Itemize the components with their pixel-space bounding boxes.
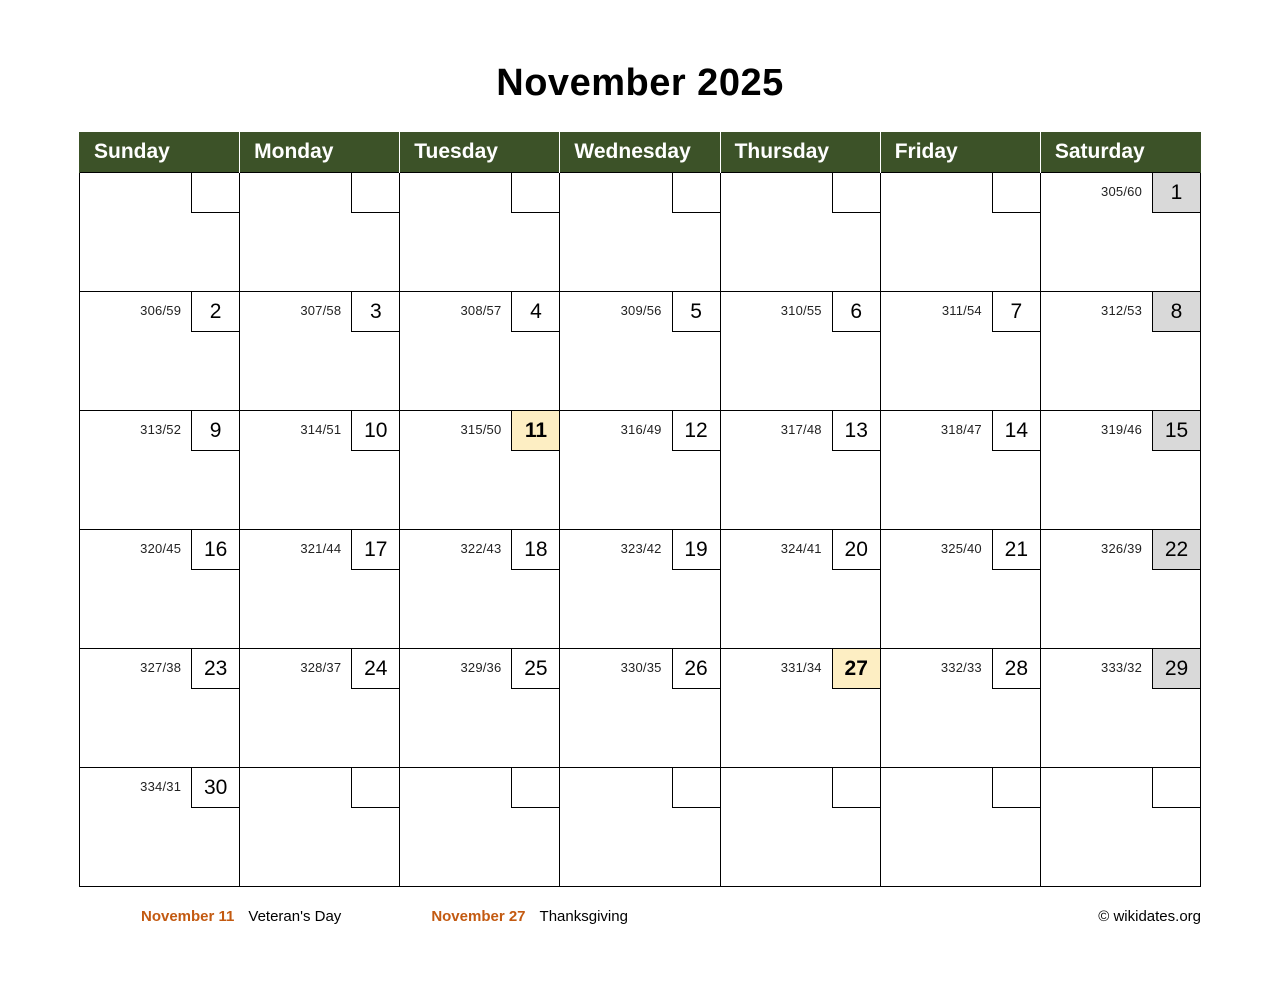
calendar-day-cell[interactable] bbox=[80, 768, 240, 887]
calendar-week-row bbox=[80, 768, 1201, 887]
day-cell-inner bbox=[721, 530, 880, 648]
weekday-header-thursday: Thursday bbox=[720, 133, 880, 173]
day-of-year-label: 324/41 bbox=[780, 541, 822, 556]
calendar-day-cell[interactable] bbox=[80, 292, 240, 411]
day-cell-inner bbox=[240, 411, 399, 529]
calendar-day-cell[interactable] bbox=[880, 530, 1040, 649]
site-credit[interactable]: © wikidates.org bbox=[1098, 908, 1201, 925]
calendar-body bbox=[80, 173, 1201, 887]
day-number: 9 bbox=[191, 411, 239, 451]
day-cell-inner bbox=[560, 411, 719, 529]
day-cell-inner bbox=[881, 530, 1040, 648]
calendar-day-cell[interactable] bbox=[400, 649, 560, 768]
day-of-year-label: 333/32 bbox=[1101, 660, 1142, 675]
holiday-date-1: November 11 bbox=[141, 908, 235, 925]
calendar-day-cell[interactable] bbox=[240, 530, 400, 649]
calendar-day-cell[interactable] bbox=[880, 411, 1040, 530]
calendar-day-cell[interactable] bbox=[880, 292, 1040, 411]
day-cell-inner bbox=[400, 411, 559, 529]
day-cell-inner bbox=[721, 173, 880, 291]
day-of-year-label: 334/31 bbox=[140, 779, 182, 794]
day-of-year-label: 321/44 bbox=[300, 541, 342, 556]
day-number: 29 bbox=[1152, 649, 1200, 689]
day-of-year-label: 305/60 bbox=[1101, 184, 1142, 199]
calendar-day-cell[interactable] bbox=[880, 649, 1040, 768]
holiday-name-2: Thanksgiving bbox=[539, 908, 628, 925]
calendar-empty-cell bbox=[240, 173, 400, 292]
day-number: 4 bbox=[511, 292, 559, 332]
calendar-header-row bbox=[80, 133, 1201, 173]
day-number: 30 bbox=[191, 768, 239, 808]
calendar-day-cell[interactable] bbox=[720, 292, 880, 411]
calendar-empty-cell bbox=[720, 768, 880, 887]
calendar-day-cell[interactable] bbox=[560, 411, 720, 530]
day-of-year-label: 317/48 bbox=[780, 422, 822, 437]
day-cell-inner bbox=[400, 173, 559, 291]
day-of-year-label: 316/49 bbox=[620, 422, 662, 437]
day-of-year-label: 307/58 bbox=[300, 303, 342, 318]
day-number: 13 bbox=[832, 411, 880, 451]
day-number-placeholder bbox=[191, 173, 239, 213]
day-cell-inner bbox=[240, 292, 399, 410]
calendar-day-cell[interactable] bbox=[80, 411, 240, 530]
day-number: 1 bbox=[1152, 173, 1200, 213]
day-of-year-label: 320/45 bbox=[140, 541, 182, 556]
calendar-empty-cell bbox=[560, 173, 720, 292]
calendar-week-row bbox=[80, 649, 1201, 768]
day-cell-inner bbox=[240, 173, 399, 291]
calendar-day-cell[interactable] bbox=[1040, 530, 1200, 649]
calendar-empty-cell bbox=[720, 173, 880, 292]
calendar-container bbox=[79, 105, 1201, 887]
day-number: 24 bbox=[351, 649, 399, 689]
day-number: 25 bbox=[511, 649, 559, 689]
day-cell-inner bbox=[560, 173, 719, 291]
day-of-year-label: 332/33 bbox=[940, 660, 982, 675]
calendar-day-cell[interactable] bbox=[560, 530, 720, 649]
weekday-header-friday: Friday bbox=[880, 133, 1040, 173]
day-of-year-label: 328/37 bbox=[300, 660, 342, 675]
day-number: 17 bbox=[351, 530, 399, 570]
day-number: 21 bbox=[992, 530, 1040, 570]
day-of-year-label: 311/54 bbox=[941, 303, 982, 318]
day-cell-inner bbox=[400, 530, 559, 648]
day-cell-inner bbox=[1041, 649, 1200, 767]
calendar-week-row bbox=[80, 530, 1201, 649]
calendar-day-cell[interactable] bbox=[80, 649, 240, 768]
day-number: 8 bbox=[1152, 292, 1200, 332]
holiday-name-1: Veteran's Day bbox=[248, 908, 342, 925]
day-cell-inner bbox=[881, 649, 1040, 767]
day-of-year-label: 318/47 bbox=[940, 422, 982, 437]
calendar-empty-cell bbox=[880, 173, 1040, 292]
day-of-year-label: 326/39 bbox=[1101, 541, 1142, 556]
day-number-placeholder bbox=[351, 768, 399, 808]
weekday-header-tuesday: Tuesday bbox=[400, 133, 560, 173]
day-number-placeholder bbox=[511, 173, 559, 213]
day-of-year-label: 310/55 bbox=[780, 303, 822, 318]
day-cell-inner bbox=[1041, 173, 1200, 291]
day-of-year-label: 306/59 bbox=[140, 303, 182, 318]
day-of-year-label: 323/42 bbox=[620, 541, 662, 556]
day-number-placeholder bbox=[992, 768, 1040, 808]
day-number: 14 bbox=[992, 411, 1040, 451]
calendar-day-cell[interactable] bbox=[400, 411, 560, 530]
calendar-empty-cell bbox=[80, 173, 240, 292]
day-of-year-label: 315/50 bbox=[460, 422, 502, 437]
day-number-placeholder bbox=[992, 173, 1040, 213]
holiday-date-2: November 27 bbox=[431, 908, 526, 925]
calendar-day-cell[interactable] bbox=[1040, 173, 1200, 292]
day-number-placeholder bbox=[832, 768, 880, 808]
day-number: 3 bbox=[351, 292, 399, 332]
day-cell-inner bbox=[721, 768, 880, 886]
day-of-year-label: 325/40 bbox=[940, 541, 982, 556]
calendar-day-cell[interactable] bbox=[560, 649, 720, 768]
day-number-placeholder bbox=[832, 173, 880, 213]
day-of-year-label: 312/53 bbox=[1101, 303, 1142, 318]
day-number-placeholder bbox=[351, 173, 399, 213]
weekday-header-saturday: Saturday bbox=[1040, 133, 1200, 173]
day-cell-inner bbox=[560, 530, 719, 648]
day-number-placeholder bbox=[672, 768, 720, 808]
calendar-day-cell[interactable] bbox=[720, 411, 880, 530]
day-cell-inner bbox=[400, 292, 559, 410]
day-cell-inner bbox=[400, 768, 559, 886]
day-number: 10 bbox=[351, 411, 399, 451]
day-number: 18 bbox=[511, 530, 559, 570]
calendar-empty-cell bbox=[560, 768, 720, 887]
day-number: 27 bbox=[832, 649, 880, 689]
day-number: 16 bbox=[191, 530, 239, 570]
day-cell-inner bbox=[80, 649, 239, 767]
day-number: 19 bbox=[672, 530, 720, 570]
day-cell-inner bbox=[560, 292, 719, 410]
calendar-day-cell[interactable] bbox=[560, 292, 720, 411]
day-of-year-label: 319/46 bbox=[1101, 422, 1142, 437]
day-of-year-label: 313/52 bbox=[140, 422, 182, 437]
page-title: November 2025 bbox=[496, 62, 784, 104]
day-number: 11 bbox=[511, 411, 559, 451]
day-of-year-label: 314/51 bbox=[300, 422, 342, 437]
day-cell-inner bbox=[560, 649, 719, 767]
day-number: 20 bbox=[832, 530, 880, 570]
day-number-placeholder bbox=[672, 173, 720, 213]
day-cell-inner bbox=[1041, 768, 1200, 886]
weekday-header-monday: Monday bbox=[240, 133, 400, 173]
day-of-year-label: 309/56 bbox=[620, 303, 662, 318]
day-cell-inner bbox=[881, 411, 1040, 529]
day-cell-inner bbox=[240, 649, 399, 767]
day-cell-inner bbox=[80, 292, 239, 410]
day-cell-inner bbox=[721, 411, 880, 529]
day-cell-inner bbox=[80, 530, 239, 648]
day-number: 15 bbox=[1152, 411, 1200, 451]
day-cell-inner bbox=[80, 411, 239, 529]
day-of-year-label: 308/57 bbox=[460, 303, 502, 318]
day-of-year-label: 329/36 bbox=[460, 660, 502, 675]
day-cell-inner bbox=[721, 649, 880, 767]
day-of-year-label: 331/34 bbox=[780, 660, 822, 675]
day-cell-inner bbox=[721, 292, 880, 410]
day-cell-inner bbox=[881, 173, 1040, 291]
day-number: 5 bbox=[672, 292, 720, 332]
day-cell-inner bbox=[1041, 411, 1200, 529]
calendar-day-cell[interactable] bbox=[240, 649, 400, 768]
day-number: 6 bbox=[832, 292, 880, 332]
calendar-footer bbox=[79, 887, 1201, 925]
calendar-day-cell[interactable] bbox=[720, 530, 880, 649]
day-of-year-label: 330/35 bbox=[620, 660, 662, 675]
day-number: 23 bbox=[191, 649, 239, 689]
day-number: 22 bbox=[1152, 530, 1200, 570]
calendar-day-cell[interactable] bbox=[1040, 292, 1200, 411]
day-cell-inner bbox=[80, 768, 239, 886]
holiday-entry-1 bbox=[141, 908, 341, 925]
calendar-day-cell[interactable] bbox=[80, 530, 240, 649]
day-cell-inner bbox=[240, 530, 399, 648]
day-number: 26 bbox=[672, 649, 720, 689]
day-number: 28 bbox=[992, 649, 1040, 689]
calendar-empty-cell bbox=[400, 173, 560, 292]
day-of-year-label: 327/38 bbox=[140, 660, 182, 675]
calendar-day-cell[interactable] bbox=[1040, 649, 1200, 768]
day-number-placeholder bbox=[1152, 768, 1200, 808]
calendar-day-cell[interactable] bbox=[720, 649, 880, 768]
day-number: 2 bbox=[191, 292, 239, 332]
calendar-day-cell[interactable] bbox=[400, 530, 560, 649]
day-cell-inner bbox=[240, 768, 399, 886]
calendar-day-cell[interactable] bbox=[240, 292, 400, 411]
day-cell-inner bbox=[560, 768, 719, 886]
day-of-year-label: 322/43 bbox=[460, 541, 502, 556]
day-number-placeholder bbox=[511, 768, 559, 808]
day-number: 7 bbox=[992, 292, 1040, 332]
calendar-empty-cell bbox=[1040, 768, 1200, 887]
calendar-day-cell[interactable] bbox=[1040, 411, 1200, 530]
calendar-week-row bbox=[80, 173, 1201, 292]
calendar-empty-cell bbox=[880, 768, 1040, 887]
weekday-header-sunday: Sunday bbox=[80, 133, 240, 173]
day-number: 12 bbox=[672, 411, 720, 451]
calendar-empty-cell bbox=[400, 768, 560, 887]
day-cell-inner bbox=[1041, 292, 1200, 410]
weekday-header-wednesday: Wednesday bbox=[560, 133, 720, 173]
calendar-empty-cell bbox=[240, 768, 400, 887]
calendar-table bbox=[79, 132, 1201, 887]
calendar-week-row bbox=[80, 411, 1201, 530]
day-cell-inner bbox=[881, 292, 1040, 410]
day-cell-inner bbox=[1041, 530, 1200, 648]
calendar-day-cell[interactable] bbox=[400, 292, 560, 411]
day-cell-inner bbox=[881, 768, 1040, 886]
calendar-day-cell[interactable] bbox=[240, 411, 400, 530]
calendar-week-row bbox=[80, 292, 1201, 411]
holiday-entry-2 bbox=[431, 908, 628, 925]
day-cell-inner bbox=[400, 649, 559, 767]
day-cell-inner bbox=[80, 173, 239, 291]
